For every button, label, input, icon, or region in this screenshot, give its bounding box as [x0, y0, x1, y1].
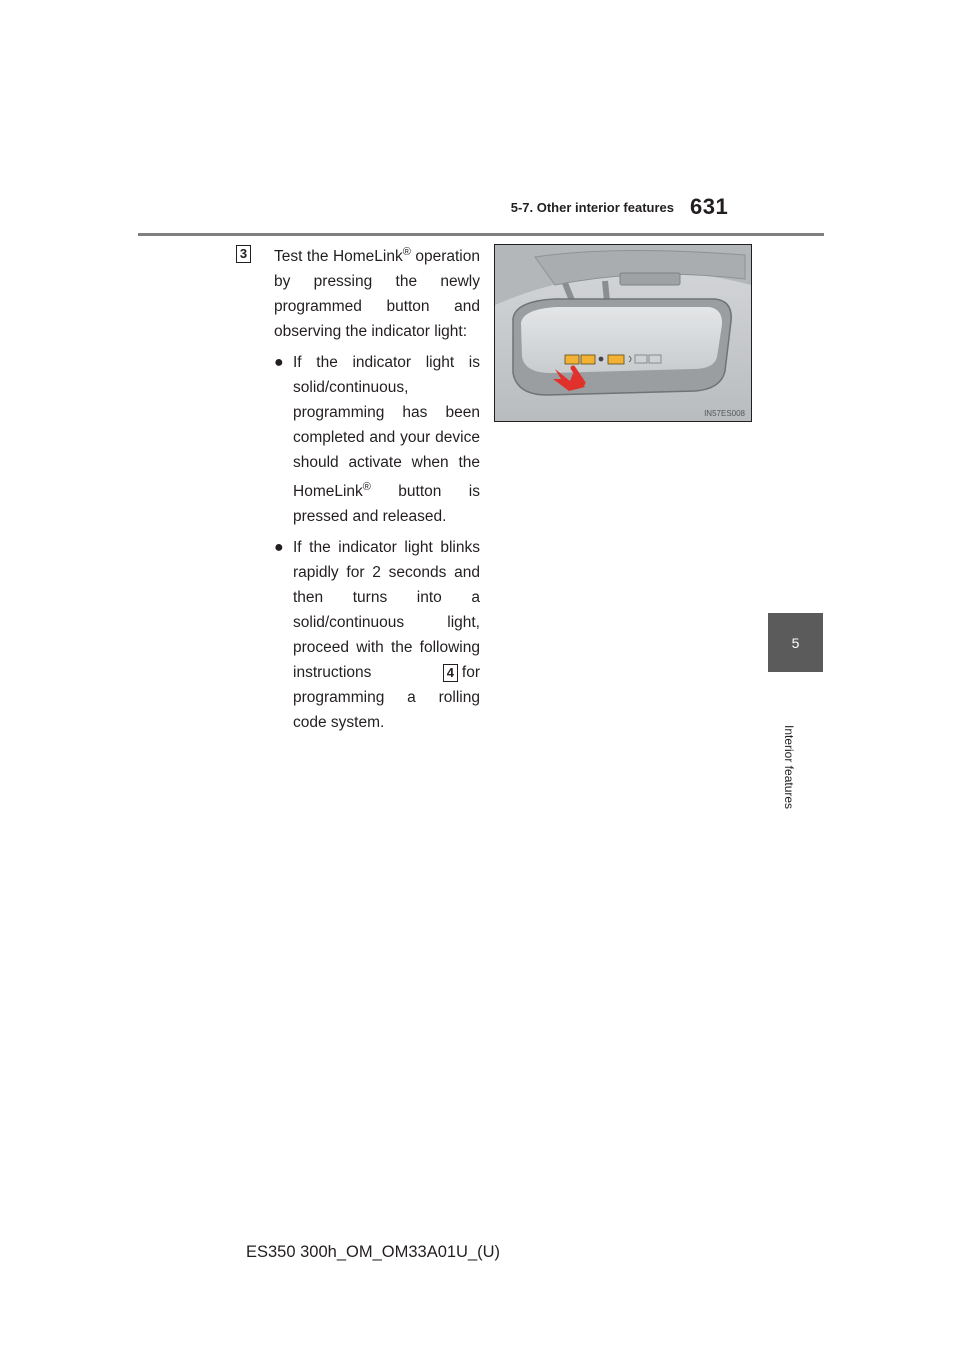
page-number: 631 [690, 194, 729, 219]
bullet-solid-light [274, 350, 480, 529]
section-title: 5-7. Other interior features [510, 200, 674, 215]
registered-mark: ® [362, 481, 371, 494]
registered-mark: ® [402, 246, 411, 258]
footer-model-code: ES350 300h_OM_OM33A01U_(U) [246, 1243, 501, 1261]
bullet2-text-b: for programming a rolling code system. [293, 664, 480, 732]
intro-text-b: operation by pressing the newly programmed button and observing the indicator light: [274, 248, 480, 341]
bullet-text [279, 350, 480, 529]
chapter-number: 5 [791, 634, 800, 651]
bullet-icon: ● [274, 354, 284, 372]
chapter-tab [768, 613, 823, 672]
intro-text-a: Test the HomeLink [274, 248, 403, 266]
bullet-text [279, 535, 480, 735]
header-divider [138, 233, 824, 236]
figure-code: IN57ES008 [704, 409, 745, 418]
bullet2-text-a: If the indicator light blinks rapidly for 2 seconds and then turns into a solid/continuous light, proceed with the following instructions [293, 539, 480, 682]
bullet-blinking-light [274, 535, 480, 735]
homelink-mirror-figure [494, 244, 752, 422]
step-3-badge: 3 [236, 245, 251, 263]
rearview-mirror-icon [495, 245, 751, 421]
step-4-badge: 4 [443, 664, 458, 682]
bullet-icon: ● [274, 539, 284, 557]
bullet1-text-a: If the indicator light is solid/continuous, programming has been completed and your device should activate when the HomeLink [293, 354, 480, 501]
chapter-label: Interior features [782, 725, 796, 810]
bullet1-text-b: button is pressed and released. [293, 483, 480, 526]
step-3-intro [274, 240, 480, 344]
step-3-body [274, 240, 480, 735]
